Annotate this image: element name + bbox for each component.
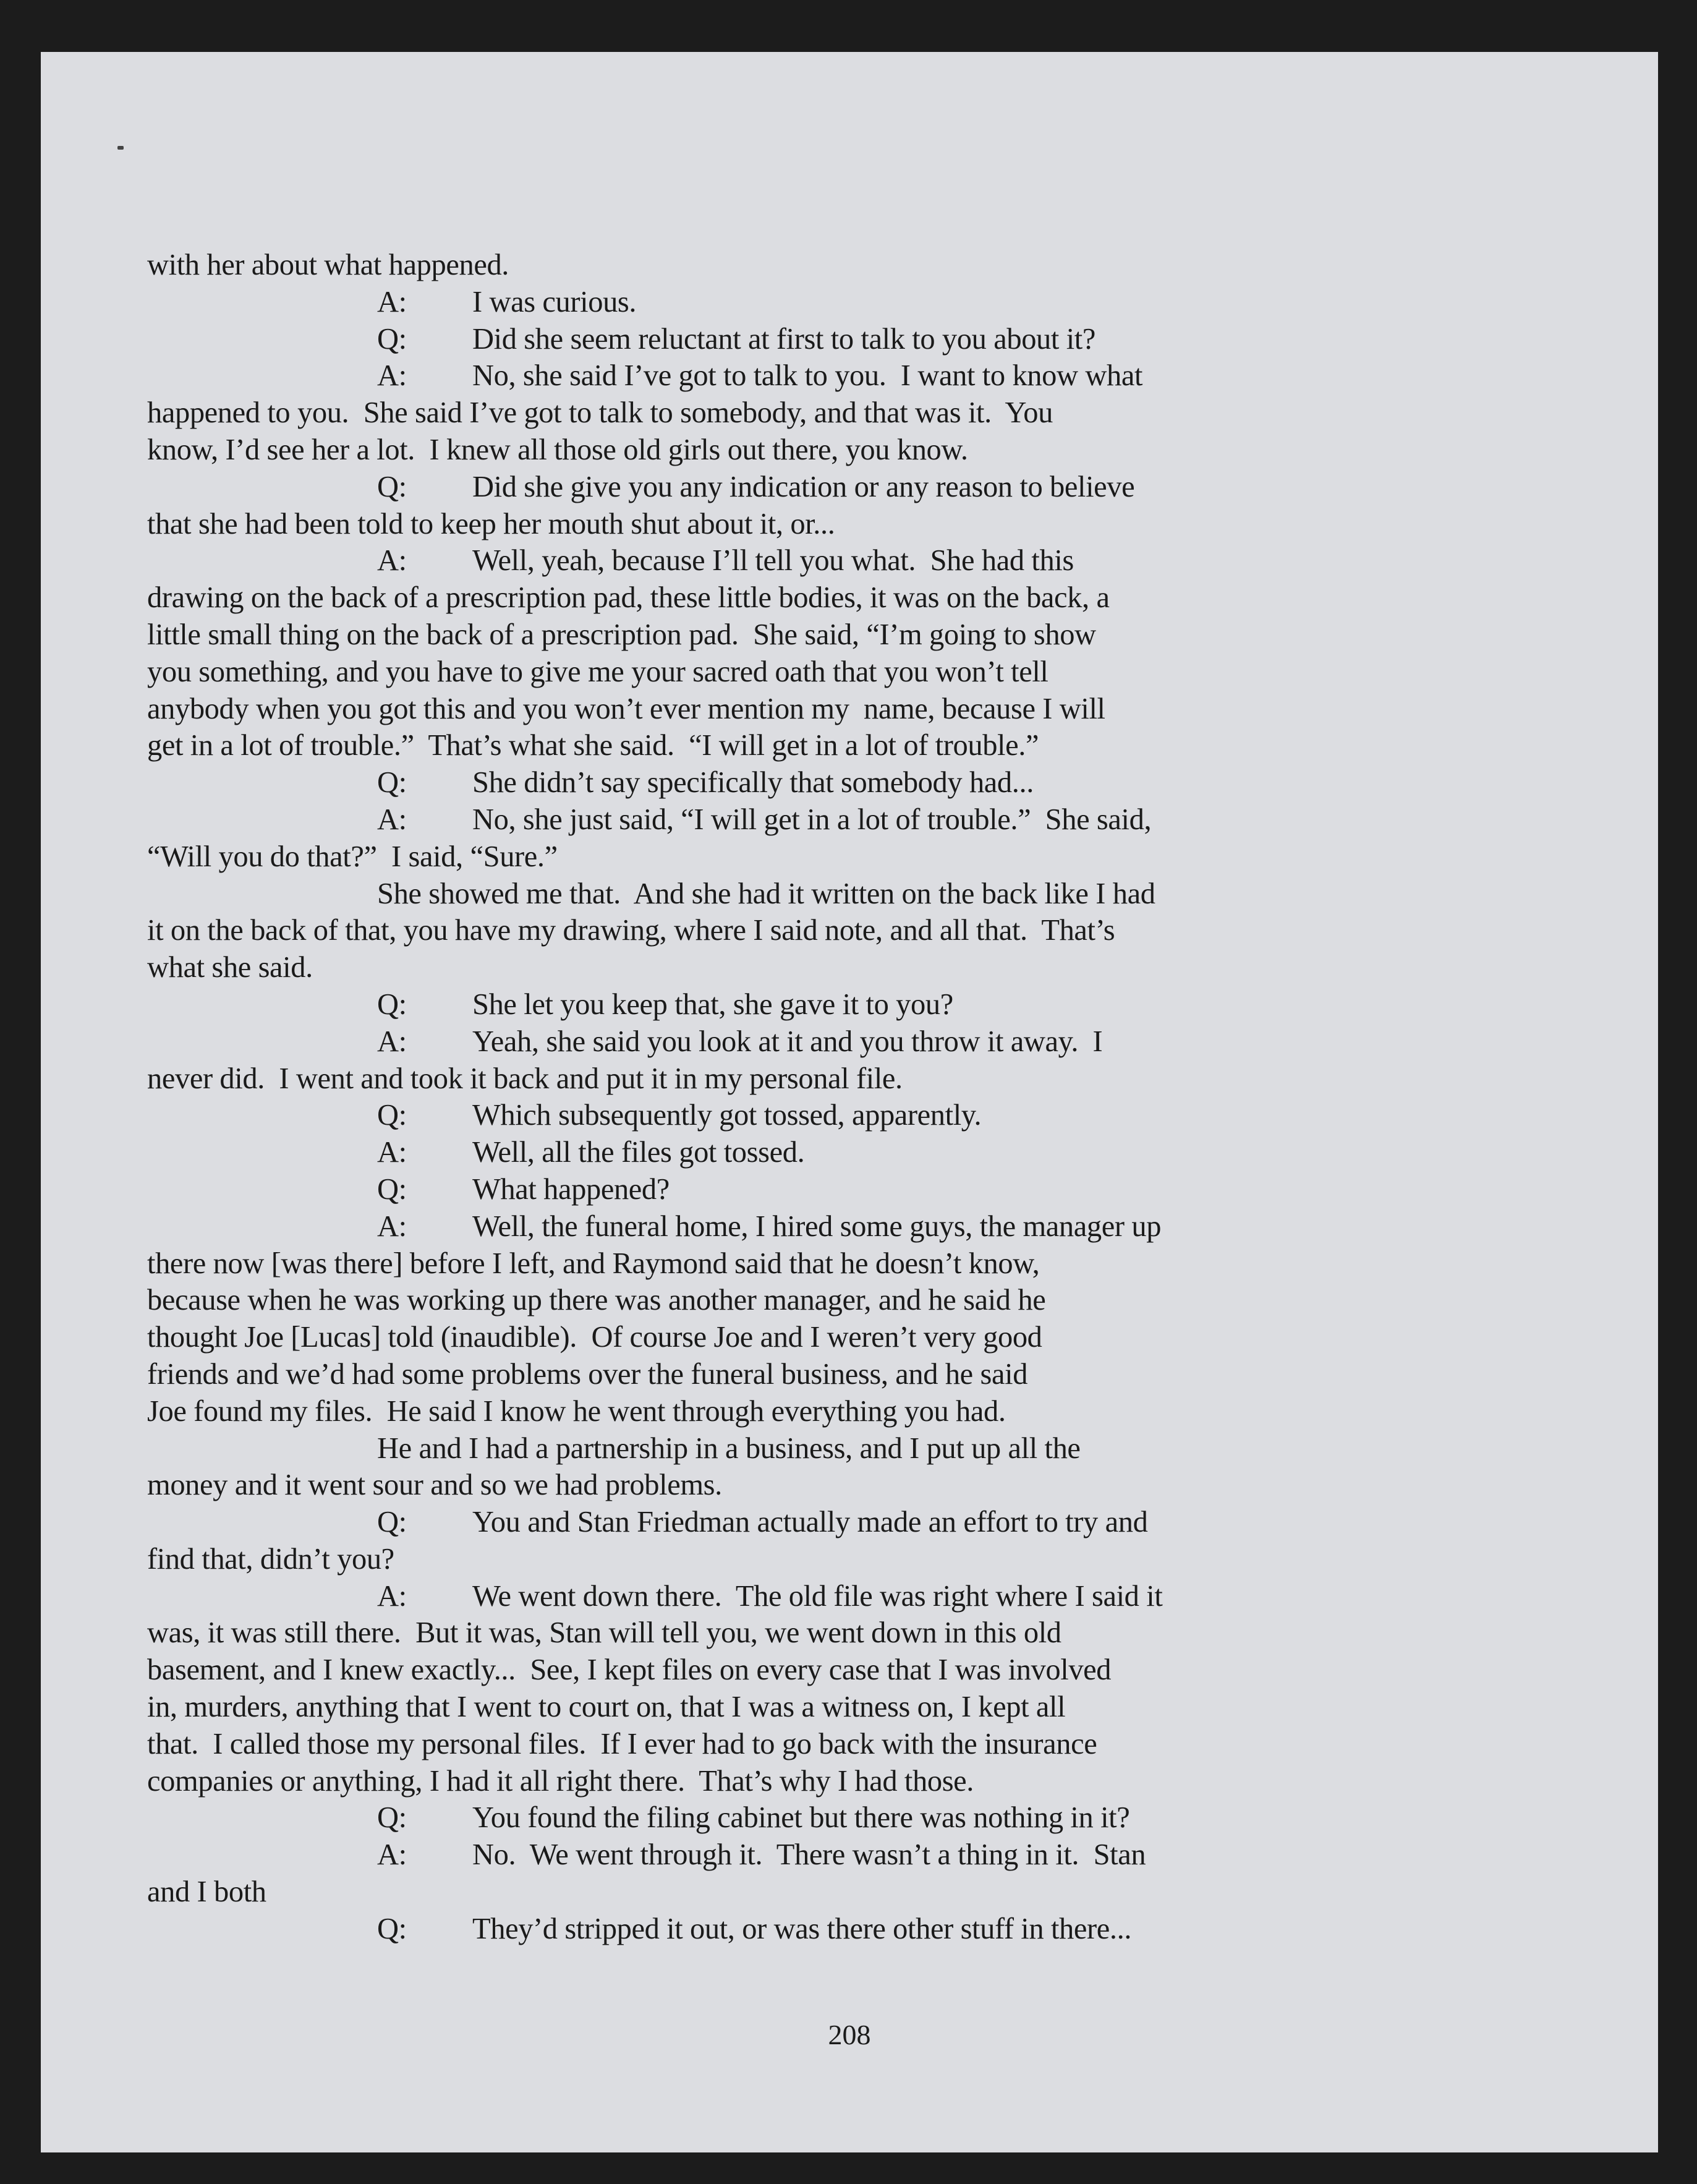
text-line: that. I called those my personal files. If I ever had to go back with the insurance	[147, 1727, 1097, 1760]
qa-line	[147, 764, 1192, 801]
speaker-label: Q:	[377, 1172, 407, 1206]
line-text: She didn’t say specifically that somebody had...	[472, 766, 1034, 800]
speaker-label: A:	[377, 1838, 407, 1872]
speaker-label: Q:	[377, 987, 407, 1021]
text-line: find that, didn’t you?	[147, 1542, 394, 1576]
text-line: happened to you. She said I’ve got to talk to somebody, and that was it. You	[147, 396, 1053, 430]
speaker-label: Q:	[377, 322, 407, 356]
line-text: Well, yeah, because I’ll tell you what. She had this	[472, 544, 1074, 578]
speaker-label: Q:	[377, 1099, 407, 1132]
text-line: thought Joe [Lucas] told (inaudible). Of course Joe and I weren’t very good	[147, 1321, 1042, 1354]
qa-line	[147, 284, 1192, 321]
speaker-label: A:	[377, 544, 407, 578]
document-page	[41, 52, 1658, 2152]
text-line: little small thing on the back of a prescription pad. She said, “I’m going to show	[147, 618, 1096, 651]
speaker-label: A:	[377, 285, 407, 318]
qa-line	[147, 469, 1192, 506]
text-line: know, I’d see her a lot. I knew all those old girls out there, you know.	[147, 433, 968, 466]
qa-line	[147, 1208, 1192, 1245]
line-text: No, she said I’ve got to talk to you. I want to know what	[472, 359, 1143, 393]
text-line: what she said.	[147, 951, 313, 984]
text-line: it on the back of that, you have my drawing, where I said note, and all that. That’s	[147, 914, 1115, 947]
text-line: because when he was working up there was another manager, and he said he	[147, 1284, 1046, 1317]
speaker-label: Q:	[377, 1912, 407, 1945]
qa-line	[147, 357, 1192, 395]
transcript-body	[147, 247, 1192, 1948]
qa-line	[147, 1911, 1192, 1948]
text-line: anybody when you got this and you won’t ever mention my name, because I will	[147, 692, 1105, 725]
speaker-label: Q:	[377, 1506, 407, 1539]
text-line: Joe found my files. He said I know he went through everything you had.	[147, 1394, 1006, 1428]
line-text: No, she just said, “I will get in a lot of trouble.” She said,	[472, 803, 1152, 836]
line-text: Yeah, she said you look at it and you throw it away. I	[472, 1025, 1103, 1058]
line-text: They’d stripped it out, or was there other stuff in there...	[472, 1912, 1132, 1945]
line-text: You found the filing cabinet but there was nothing in it?	[472, 1801, 1130, 1835]
speaker-label: A:	[377, 1209, 407, 1243]
line-text: What happened?	[472, 1172, 670, 1206]
speaker-label: A:	[377, 1025, 407, 1058]
line-text: No. We went through it. There wasn’t a thing in it. Stan	[472, 1838, 1146, 1872]
qa-line	[147, 1836, 1192, 1874]
text-line: there now [was there] before I left, and Raymond said that he doesn’t know,	[147, 1247, 1040, 1280]
text-line: money and it went sour and so we had problems.	[147, 1469, 722, 1502]
line-text: She let you keep that, she gave it to you?	[472, 987, 953, 1021]
line-text: I was curious.	[472, 285, 637, 318]
speaker-label: Q:	[377, 1801, 407, 1835]
text-line: and I both	[147, 1875, 266, 1909]
text-line: friends and we’d had some problems over the funeral business, and he said	[147, 1357, 1028, 1391]
speaker-label: A:	[377, 1579, 407, 1613]
line-text: Well, the funeral home, I hired some guys, the manager up	[472, 1209, 1162, 1243]
qa-line	[147, 1799, 1192, 1836]
qa-line	[147, 542, 1192, 579]
text-line: that she had been told to keep her mouth shut about it, or...	[147, 507, 835, 540]
text-line: “Will you do that?” I said, “Sure.”	[147, 840, 558, 873]
text-line: get in a lot of trouble.” That’s what she said. “I will get in a lot of trouble.”	[147, 729, 1039, 762]
qa-line	[147, 1171, 1192, 1208]
qa-line	[147, 986, 1192, 1023]
qa-line	[147, 1097, 1192, 1134]
paragraph-start-line: She showed me that. And she had it written on the back like I had	[377, 877, 1155, 910]
text-line: drawing on the back of a prescription pad, these little bodies, it was on the back, a	[147, 581, 1110, 615]
text-line: with her about what happened.	[147, 249, 509, 281]
text-line: in, murders, anything that I went to court on, that I was a witness on, I kept all	[147, 1691, 1066, 1724]
qa-line	[147, 801, 1192, 838]
scan-speck	[117, 146, 124, 150]
speaker-label: Q:	[377, 470, 407, 503]
page-number: 208	[828, 2019, 871, 2050]
speaker-label: Q:	[377, 766, 407, 800]
speaker-label: A:	[377, 803, 407, 836]
text-line: basement, and I knew exactly... See, I kept files on every case that I was involved	[147, 1653, 1112, 1687]
text-line: you something, and you have to give me your sacred oath that you won’t tell	[147, 655, 1048, 688]
qa-line	[147, 1578, 1192, 1615]
line-text: We went down there. The old file was right where I said it	[472, 1579, 1163, 1613]
qa-line	[147, 1023, 1192, 1060]
line-text: Did she seem reluctant at first to talk to you about it?	[472, 322, 1095, 356]
text-line: companies or anything, I had it all right there. That’s why I had those.	[147, 1764, 974, 1798]
qa-line	[147, 1504, 1192, 1541]
line-text: Well, all the files got tossed.	[472, 1136, 805, 1169]
line-text: You and Stan Friedman actually made an effort to try and	[472, 1506, 1148, 1539]
qa-line	[147, 321, 1192, 358]
text-line: never did. I went and took it back and put it in my personal file.	[147, 1062, 903, 1095]
line-text: Which subsequently got tossed, apparently.	[472, 1099, 982, 1132]
line-text: Did she give you any indication or any reason to believe	[472, 470, 1135, 503]
text-line: was, it was still there. But it was, Stan will tell you, we went down in this old	[147, 1616, 1061, 1650]
speaker-label: A:	[377, 359, 407, 393]
speaker-label: A:	[377, 1136, 407, 1169]
paragraph-start-line: He and I had a partnership in a business, and I put up all the	[377, 1431, 1081, 1465]
qa-line	[147, 1134, 1192, 1171]
